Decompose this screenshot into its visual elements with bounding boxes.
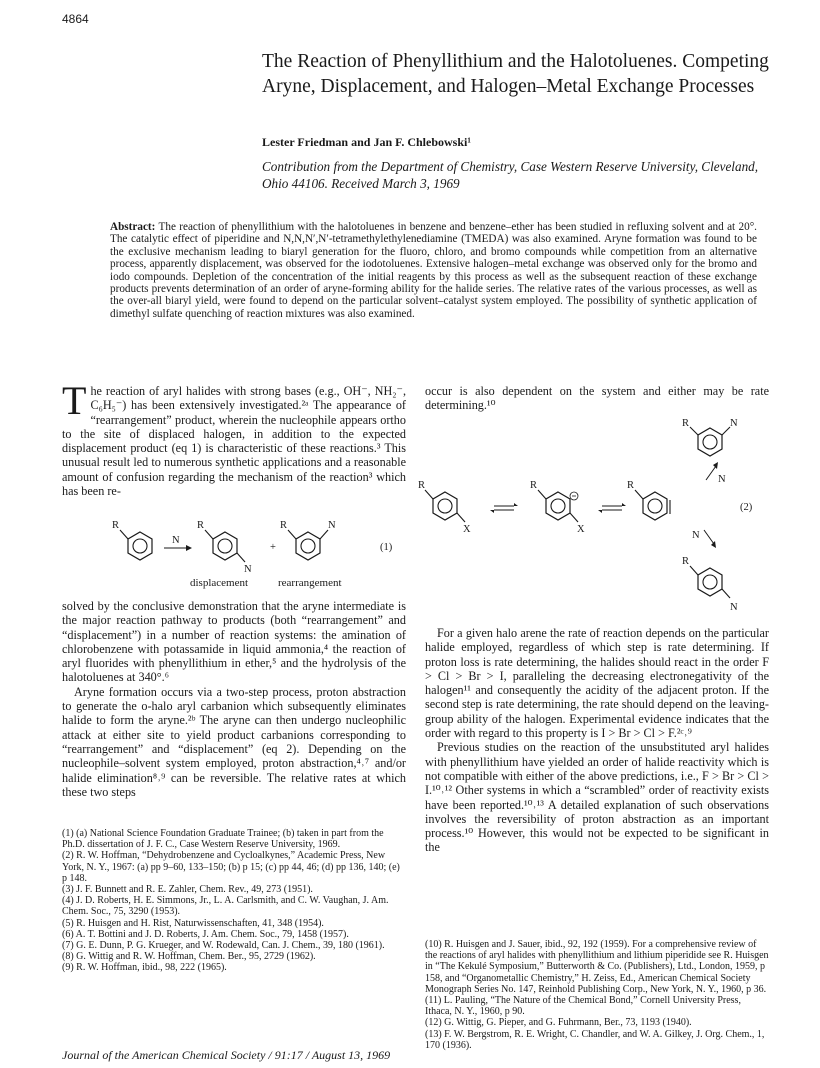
paragraph-rate-determining: occur is also dependent on the system and either may be rate determining.¹⁰ bbox=[425, 384, 769, 413]
eq1-r-label-3: R bbox=[280, 520, 288, 531]
eq2-x-a: X bbox=[463, 524, 471, 535]
footnote: (7) G. E. Dunn, P. G. Krueger, and W. Rodewald, Can. J. Chem., 39, 180 (1961). bbox=[62, 940, 385, 952]
equation-1 bbox=[90, 518, 410, 590]
benzene-ring-aryne bbox=[635, 490, 670, 520]
footnote: (12) G. Wittig, G. Pieper, and G. Fuhrmann, Ber., 73, 1193 (1940). bbox=[425, 1017, 692, 1029]
paragraph-halo-arene-rate: For a given halo arene the rate of reaction depends on the particular halide employed, regardless of which step is rate determining. If proton loss is rate determining, the halides should react in the order F > Cl > Br > I, paralleling the decreasing electronegativity of the halogen¹¹ and consequently the acidity of the adjacent proton. If the second step is rate determining, the rate should depend on the leaving-group ability of the halogen. Experimental evidence indicates that the order with regard to this property is I > Br > Cl > F.²ᶜ˒⁹ bbox=[425, 626, 769, 741]
journal-footer: Journal of the American Chemical Society / 91:17 / August 13, 1969 bbox=[62, 1048, 391, 1062]
eq2-r-top: R bbox=[682, 418, 690, 429]
eq2-n-top: N bbox=[730, 418, 738, 429]
benzene-ring-carbanion bbox=[538, 490, 578, 522]
right-column-top bbox=[425, 384, 769, 413]
footnote: (2) R. W. Hoffman, “Dehydrobenzene and Cycloalkynes,” Academic Press, New York, N. Y., 1967: (a) pp 9–60, 133–150; (b) p 15; (c) pp 44, 46; (d) pp 136, 140; (e) p 148. bbox=[62, 850, 400, 884]
right-footnotes bbox=[425, 939, 769, 1051]
eq1-arrow-n-label: N bbox=[172, 535, 180, 546]
right-column-body bbox=[425, 626, 769, 855]
eq2-n-bottom: N bbox=[730, 602, 738, 613]
eq1-number: (1) bbox=[380, 542, 393, 553]
eq2-arrow-n-down: N bbox=[692, 530, 700, 541]
caption-displacement: displacement bbox=[190, 577, 249, 589]
eq2-r-c: R bbox=[627, 480, 635, 491]
abstract bbox=[110, 221, 757, 320]
eq2-r-b: R bbox=[530, 480, 538, 491]
left-footnotes bbox=[62, 828, 406, 974]
footnote: (10) R. Huisgen and J. Sauer, ibid., 92, 192 (1959). For a comprehensive review of the reactions of aryl halides with phenyllithium and lithium piperidide see R. Huisgen in “The Kekulé Symposium,” Butterworth & Co. (Publishers), Ltd., London, 1959, p 158, and “Organometallic Chemistry,” H. Zeiss, Ed., American Chemical Society Monograph Series No. 147, Reinhold Publishing Corp., New York, N. Y., 1960, p 36. bbox=[425, 939, 769, 995]
footnote: (4) J. D. Roberts, H. E. Simmons, Jr., L. A. Carlsmith, and C. W. Vaughan, J. Am. Chem. Soc., 75, 3290 (1953). bbox=[62, 895, 389, 918]
footnote: (8) G. Wittig and R. W. Hoffman, Chem. Ber., 95, 2729 (1962). bbox=[62, 951, 316, 963]
benzene-ring-displacement bbox=[205, 530, 245, 562]
footnote: (13) F. W. Bergstrom, R. E. Wright, C. Chandler, and W. A. Gilkey, J. Org. Chem., 1, 170 (1936). bbox=[425, 1028, 765, 1051]
benzene-ring-halo-arene bbox=[425, 490, 465, 522]
footnote: (11) L. Pauling, “The Nature of the Chemical Bond,” Cornell University Press, Ithaca, N. Y., 1960, p 90. bbox=[425, 995, 741, 1018]
equation-2 bbox=[410, 418, 770, 618]
left-column-intro bbox=[62, 378, 406, 499]
eq2-number: (2) bbox=[740, 502, 753, 513]
eq1-n-label-1: N bbox=[244, 564, 252, 575]
footnote: (6) A. T. Bottini and J. D. Roberts, J. Am. Chem. Soc., 79, 1458 (1957). bbox=[62, 928, 349, 940]
benzene-ring-top-product bbox=[690, 427, 730, 456]
drop-cap: T bbox=[62, 378, 87, 423]
intro-paragraph: he reaction of aryl halides with strong bases (e.g., OH⁻, NH₂⁻, C₆H₅⁻) has been extensively investigated.²ᵃ The appearance of “rearrangement” product, wherein the nucleophile appears ortho to the site of displaced halogen, in addition to the expected displacement product (eq 1) is characteristic of these reactions.³ This unusual result led to numerous synthetic applications and a reasonable amount of confusion regarding the mechanism of the reaction³ which has been re- bbox=[62, 384, 406, 499]
abstract-label: Abstract: bbox=[110, 221, 156, 233]
abstract-text: The reaction of phenyllithium with the halotoluenes in benzene and benzene–ether has been studied in refluxing solvent and at 20°. The catalytic effect of piperidine and N,N,N′,N′-tetramethylethylenediamine (TMEDA) was also examined. Aryne formation was found to be the exclusive mechanism leading to biaryl generation for the fluoro, chloro, and bromo compounds while competition from an alternative process, apparently displacement, was observed for the iodotoluenes. Extensive halogen–metal exchange was observed only for the bromo and iodo compounds. Depletion of the concentration of the initial reagents by this process as well as the subsequent reaction of these exchange products prevents determination of an order of aryne-forming ability for the halide series. The relative rates of the various processes, as well as the over-all biaryl yield, were found to depend on the particular solvent–catalyst system employed. The possibility of synthetic application of dimethyl sulfate quenching of reaction mixtures was also examined. bbox=[110, 221, 757, 320]
plus-sign: + bbox=[270, 542, 276, 553]
arrow-down bbox=[704, 530, 714, 544]
caption-rearrangement: rearrangement bbox=[278, 577, 342, 589]
left-column-body bbox=[62, 599, 406, 799]
eq2-x-b: X bbox=[577, 524, 585, 535]
page-number: 4864 bbox=[62, 12, 89, 26]
eq2-r-a: R bbox=[418, 480, 426, 491]
footnote: (1) (a) National Science Foundation Graduate Trainee; (b) taken in part from the Ph.D. dissertation of J. F. C., Case Western Reserve University, 1969. bbox=[62, 828, 384, 851]
footnote: (9) R. W. Hoffman, ibid., 98, 222 (1965). bbox=[62, 962, 227, 974]
eq1-r-label-2: R bbox=[197, 520, 205, 531]
benzene-ring-reactant bbox=[120, 530, 152, 560]
eq2-arrow-n-up: N bbox=[718, 474, 726, 485]
equilibrium-arrow-1 bbox=[490, 503, 518, 513]
eq1-r-label-1: R bbox=[112, 520, 120, 531]
paragraph-aryne-demonstration: solved by the conclusive demonstration that the aryne intermediate is the major reaction pathway to products (both “rearrangement” and “displacement”) in a number of reaction systems: the amination of chlorobenzene with potassamide in liquid ammonia,⁴ the reaction of aryl fluorides with phenyllithium in ether,⁵ and the hydrolysis of the halotoluenes at 340°.⁶ bbox=[62, 599, 406, 685]
benzene-ring-bottom-product bbox=[690, 566, 730, 598]
benzene-ring-rearrangement bbox=[288, 530, 328, 560]
arrow-up bbox=[706, 466, 716, 480]
article-title: The Reaction of Phenyllithium and the Halotoluenes. Competing Aryne, Displacement, and Halogen–Metal Exchange Processes bbox=[262, 51, 769, 97]
authors: Lester Friedman and Jan F. Chlebowski¹ bbox=[262, 135, 471, 149]
eq2-r-bottom: R bbox=[682, 556, 690, 567]
affiliation: Contribution from the Department of Chemistry, Case Western Reserve University, Cleveland, Ohio 44106. Received March 3, 1969 bbox=[262, 159, 759, 191]
eq1-n-label-2: N bbox=[328, 520, 336, 531]
equilibrium-arrow-2 bbox=[598, 503, 626, 513]
footnote: (3) J. F. Bunnett and R. E. Zahler, Chem. Rev., 49, 273 (1951). bbox=[62, 884, 313, 896]
paragraph-aryne-formation: Aryne formation occurs via a two-step process, proton abstraction to generate the o-halo aryl carbanion which subsequently eliminates halide to form the aryne.²ᵇ The aryne can then undergo nucleophilic attack at either site to yield product carbanions corresponding to “rearrangement” and “displacement” (eq 2). Depending on the nucleophile–solvent system employed, proton abstraction,⁴˒⁷ and/or halide elimination⁸˒⁹ can be reversible. The relative rates at which these two steps bbox=[62, 684, 406, 799]
paragraph-previous-studies: Previous studies on the reaction of the unsubstituted aryl halides with phenyllithium have yielded an order of halide reactivity which is not compatible with either of the above predictions, i.e., F > Br > Cl > I.¹⁰˒¹² Other systems in which a “scrambled” order of reactivity exists have been reported.¹⁰˒¹³ A detailed explanation of such observations involves the reversibility of proton abstraction as an important process.¹⁰ However, this would not be expected to be significant in the bbox=[425, 740, 769, 855]
footnote: (5) R. Huisgen and H. Rist, Naturwissenschaften, 41, 348 (1954). bbox=[62, 917, 324, 929]
